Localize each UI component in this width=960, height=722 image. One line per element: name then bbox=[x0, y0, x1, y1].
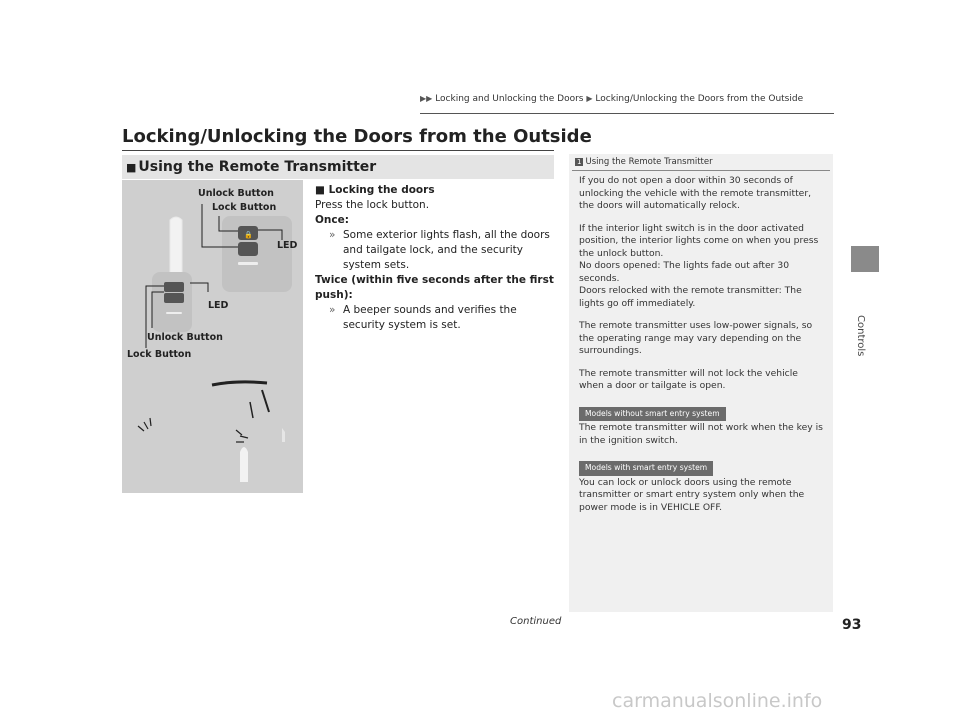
section-tab-label[interactable]: Controls bbox=[855, 315, 866, 357]
lower-lock-button-label: Lock Button bbox=[127, 349, 192, 360]
flash-marks-right-icon bbox=[236, 430, 248, 442]
lower-led-label: LED bbox=[208, 300, 229, 311]
note-divider bbox=[572, 170, 830, 171]
section-title-text: Using the Remote Transmitter bbox=[138, 159, 377, 175]
once-text: Some exterior lights flash, all the doors and tailgate lock, and the security system sets. bbox=[343, 229, 550, 271]
vehicle-light bbox=[240, 447, 248, 482]
header-divider bbox=[420, 113, 834, 114]
note-paragraph: The remote transmitter will not work when the key is in the ignition switch. bbox=[579, 422, 823, 446]
note-paragraph: Doors relocked with the remote transmitter: The lights go off immediately. bbox=[579, 285, 802, 309]
step-arrow-icon: » bbox=[329, 229, 336, 241]
flash-marks-left-icon bbox=[138, 418, 151, 431]
title-divider bbox=[122, 150, 554, 151]
lower-unlock-button-label: Unlock Button bbox=[147, 332, 223, 343]
once-label: Once: bbox=[315, 214, 349, 226]
step-arrow-icon: » bbox=[329, 304, 336, 316]
subsection-heading: ■ Locking the doors bbox=[315, 184, 435, 196]
upper-led-label: LED bbox=[277, 240, 298, 251]
main-content bbox=[315, 183, 560, 333]
lower-led bbox=[166, 312, 182, 314]
watermark: carmanualsonline.info bbox=[612, 690, 823, 712]
twice-step bbox=[315, 303, 560, 333]
breadcrumb bbox=[420, 94, 803, 104]
note-paragraph: The remote transmitter uses low-power signals, so the operating range may vary depending on the surroundings. bbox=[579, 320, 813, 356]
continued-label: Continued bbox=[510, 616, 562, 627]
lower-lock-button bbox=[164, 282, 184, 292]
once-step bbox=[315, 228, 560, 273]
breadcrumb-parent[interactable]: Locking and Unlocking the Doors bbox=[435, 94, 584, 104]
lower-unlock-button bbox=[164, 293, 184, 303]
twice-text: A beeper sounds and verifies the security system is set. bbox=[343, 304, 517, 331]
upper-unlock-button-label: Unlock Button bbox=[198, 188, 274, 199]
twice-label: Twice (within five seconds after the first push): bbox=[315, 274, 554, 301]
breadcrumb-current[interactable]: Locking/Unlocking the Doors from the Outside bbox=[595, 94, 804, 104]
upper-lock-button-label: Lock Button bbox=[212, 202, 277, 213]
section-title bbox=[126, 159, 376, 175]
double-arrow-icon: ▶▶ bbox=[420, 94, 433, 103]
note-heading-text: Using the Remote Transmitter bbox=[585, 157, 713, 167]
model-badge: Models with smart entry system bbox=[579, 461, 713, 476]
section-tab-marker bbox=[851, 246, 879, 272]
vehicle-roofline bbox=[212, 382, 267, 385]
section-marker-icon: ■ bbox=[126, 161, 137, 174]
note-body bbox=[579, 175, 825, 524]
intro-text: Press the lock button. bbox=[315, 199, 430, 211]
vehicle-pillar bbox=[262, 390, 269, 412]
upper-unlock-button bbox=[238, 242, 258, 256]
leader-lower-led bbox=[190, 283, 208, 292]
page-number: 93 bbox=[842, 617, 862, 633]
page-title: Locking/Unlocking the Doors from the Outside bbox=[122, 126, 592, 147]
remote-transmitter-illustration bbox=[122, 180, 303, 493]
note-paragraph: The remote transmitter will not lock the vehicle when a door or tailgate is open. bbox=[579, 367, 798, 391]
note-paragraph: No doors opened: The lights fade out after 30 seconds. bbox=[579, 260, 790, 284]
note-paragraph: You can lock or unlock doors using the remote transmitter or smart entry system only when the power mode is in VEHICLE OFF. bbox=[579, 476, 805, 513]
note-paragraph: If you do not open a door within 30 seconds of unlocking the vehicle with the remote transmitter, the doors will automatically relock. bbox=[579, 175, 812, 211]
arrow-icon: ▶ bbox=[586, 94, 593, 103]
model-badge: Models without smart entry system bbox=[579, 407, 726, 422]
note-paragraph: If the interior light switch is in the door activated position, the interior lights come on when you press the unlock button. bbox=[579, 222, 819, 259]
note-number-icon: 1 bbox=[577, 158, 582, 166]
vehicle-mirror bbox=[282, 428, 285, 442]
note-heading bbox=[575, 157, 713, 167]
vehicle-pillar-2 bbox=[250, 402, 253, 418]
upper-led bbox=[238, 262, 258, 265]
lock-glyph-icon: 🔒 bbox=[244, 231, 253, 239]
